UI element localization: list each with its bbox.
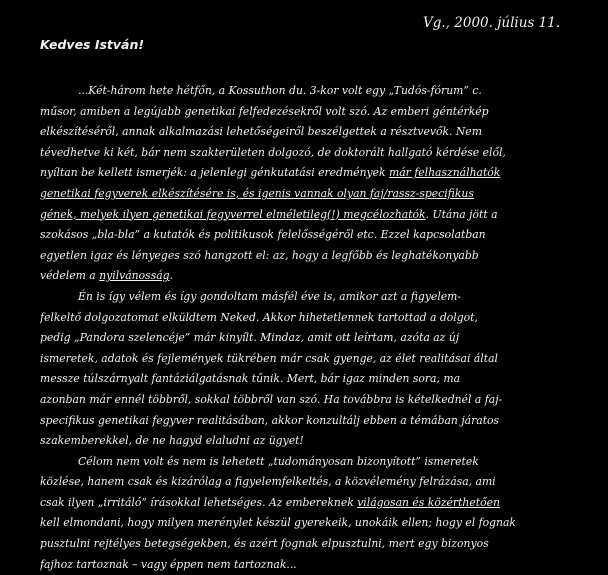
line-text: . Utána jött a [425,207,498,221]
letter-line [40,349,592,370]
line-text: pedig „Pandora szelencéje” már kinyílt. Mindaz, amit ott leírtam, azóta az új [40,331,460,345]
letter-line [40,431,592,452]
line-text: tévedhetve ki két, bár nem szakterületen dolgozó, de doktorált hallgató kérdése elől, [40,145,506,159]
underlined-text: világosan és közérthetően [357,495,500,509]
line-text: Én is így vélem és így gondoltam másfél éve is, amikor azt a figyelem- [78,289,462,303]
letter-line [40,493,592,514]
letter-line [40,369,592,390]
line-text: elkészítéséről, annak alkalmazási lehetőségeiről beszélgettek a résztvevők. Nem [40,125,482,139]
letter-line [40,308,592,329]
line-text: nyíltan be kellett ismerjék: a jelenlegi génkutatási eredmények [40,166,389,180]
underlined-text: nyilvánosság [99,269,170,283]
line-text: műsor, amiben a legújabb genetikai felfedezésekről volt szó. Az emberi géntérkép [40,104,489,118]
line-text: messze túlszárnyalt fantáziálgatásnak tűnik. Mert, bár igaz minden sora, ma [40,372,461,386]
letter-salutation: Kedves István! [40,37,145,52]
letter-body [40,81,592,575]
line-text: ...Két-három hete hétfőn, a Kossuthon du. 3-kor volt egy „Tudós-fórum” c. [78,84,482,97]
letter-date: Vg., 2000. július 11. [423,15,561,31]
line-text: specifikus genetikai fegyver realitásában, akkor konzultálj ebben a témában járatos [40,413,500,427]
letter-line [40,122,592,143]
letter-line [40,225,592,246]
letter-line [40,81,592,102]
letter-line [40,328,592,349]
underlined-text: gének, melyek ilyen genetikai fegyverrel elméletileg(!) megcélozhatók [40,207,426,221]
letter-line [40,184,592,205]
line-text: csak ilyen „irritáló” írásokkal lehetséges. Az embereknek [40,495,358,509]
letter-line [40,390,592,411]
line-text: védelem a [40,269,100,283]
letter-line [40,452,592,473]
letter-line [40,534,592,555]
line-text: fajhoz tartoznak – vagy éppen nem tartoznak... [40,557,297,571]
underlined-text: már felhasználhatók [389,166,501,180]
letter-line [40,411,592,432]
line-text: közlése, hanem csak és kizárólag a figyelemfelkeltés, a közvélemény felrázása, ami [40,475,496,489]
letter-line [40,163,592,184]
line-text: . [169,269,174,283]
line-text: szakemberekkel, de ne hagyd elaludni az ügyet! [40,434,304,448]
letter-line [40,287,592,308]
line-text: szokásos „bla-bla” a kutatók és politikusok felelősségéről etc. Ezzel kapcsolatban [40,228,486,242]
line-text: ismeretek, adatok és fejlemények tükrében már csak gyenge, az élet realitásai által [40,351,498,365]
line-text: egyetlen igaz és lényeges szó hangzott el: az, hogy a legfőbb és leghatékonyabb [40,248,479,262]
line-text: kell elmondani, hogy milyen merénylet készül gyerekeik, unokáik ellen; hogy el fognak [40,516,516,530]
underlined-text: genetikai fegyverek elkészítésére is, és igenis vannak olyan faj/rassz-specifikus [40,186,474,200]
letter-line [40,102,592,123]
letter-line [40,266,592,287]
letter-line [40,246,592,267]
letter-line [40,205,592,226]
letter-line [40,555,592,575]
line-text: Célom nem volt és nem is lehetett „tudományosan bizonyított” ismeretek [78,454,479,468]
line-text: pusztulni rejtélyes betegségekben, és azért fognak elpusztulni, mert egy bizonyos [40,537,489,551]
line-text: azonban már ennél többről, sokkal többről van szó. Ha továbbra is kételkednél a faj- [40,392,503,406]
letter-line [40,513,592,534]
line-text: felkeltő dolgozatomat elküldtem Neked. Akkor hihetetlennek tartottad a dolgot, [40,310,478,324]
letter-line [40,143,592,164]
letter-line [40,472,592,493]
